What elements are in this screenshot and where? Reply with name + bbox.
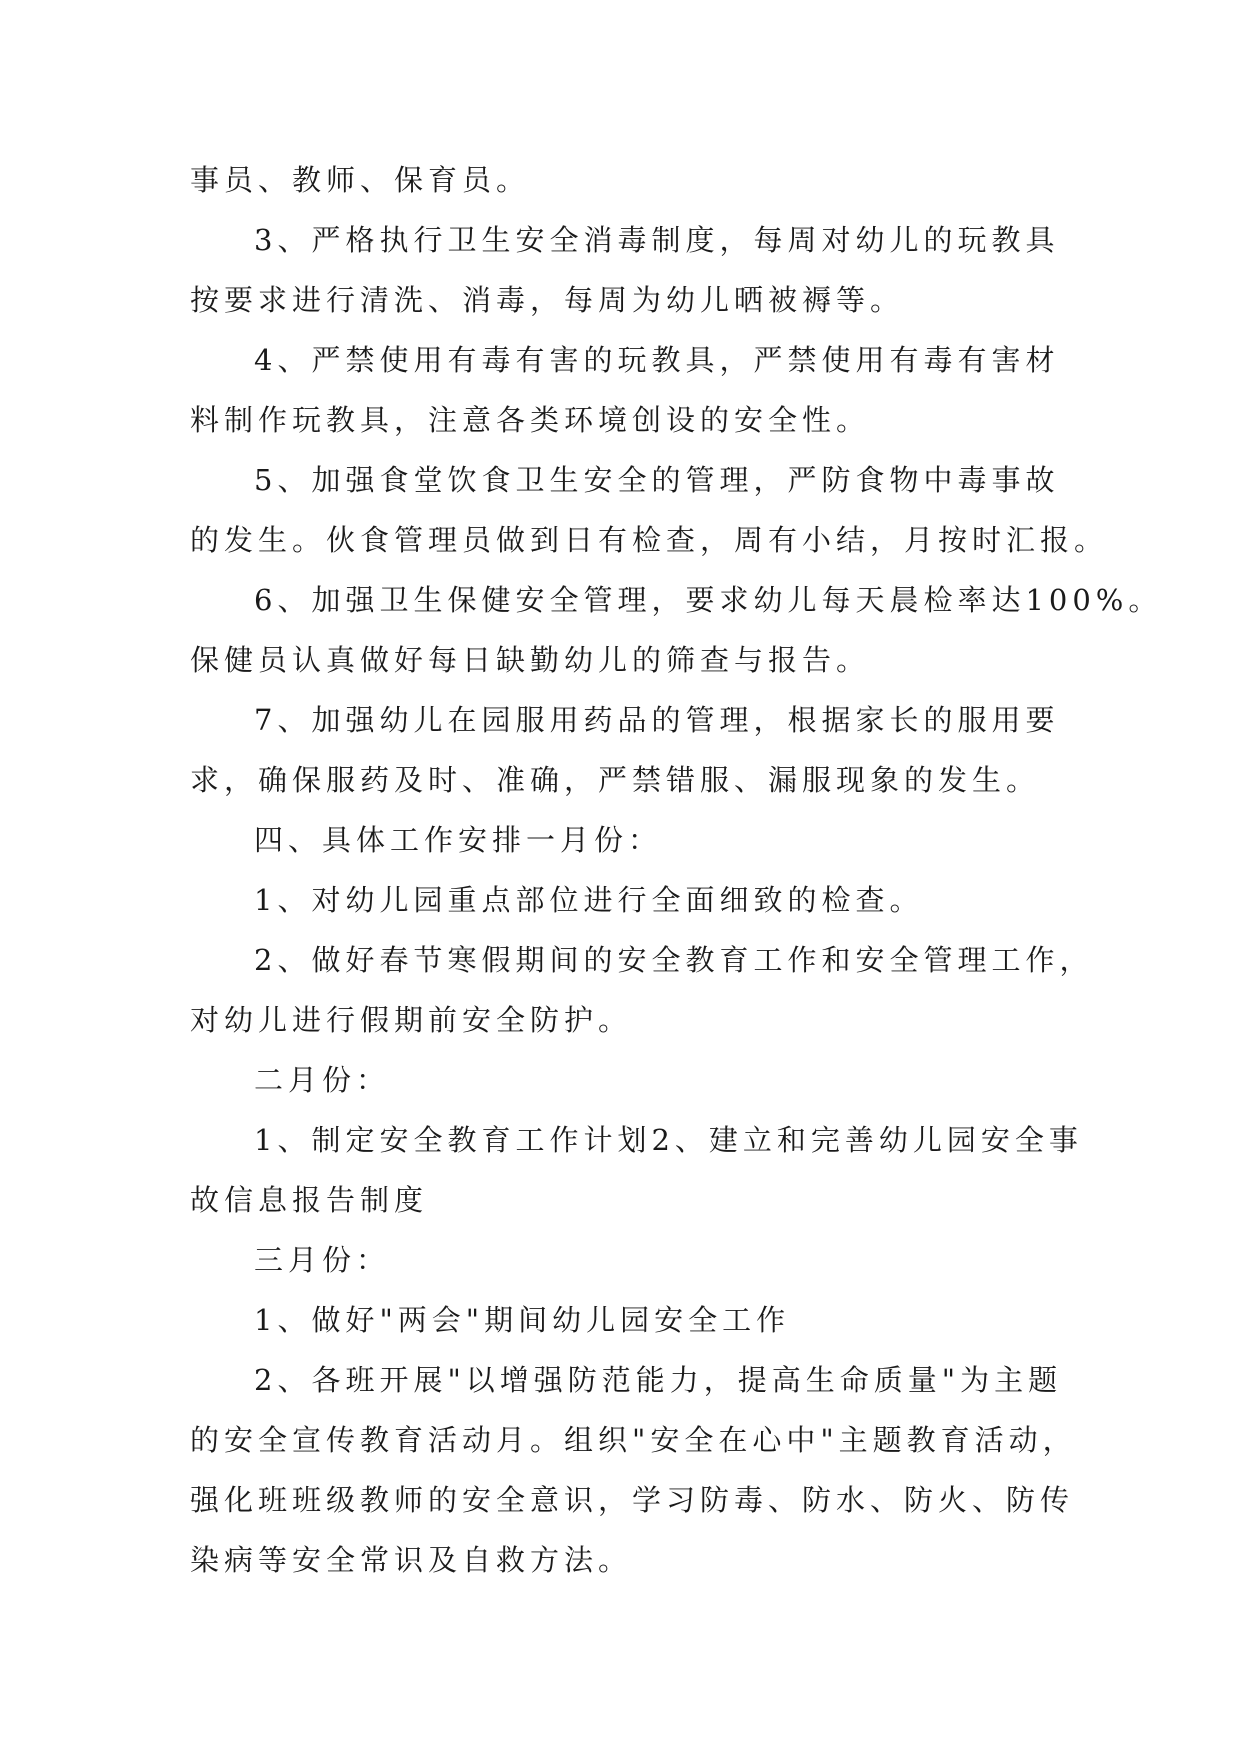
- section-heading: 四、具体工作安排一月份：: [254, 823, 663, 857]
- text-line: 2、各班开展"以增强防范能力，提高生命质量"为主题: [254, 1363, 1063, 1397]
- text-line: 的发生。伙食管理员做到日有检查，周有小结，月按时汇报。: [190, 523, 1109, 557]
- text-line: 7、加强幼儿在园服用药品的管理，根据家长的服用要: [254, 703, 1060, 737]
- text-line: 强化班班级教师的安全意识，学习防毒、防水、防火、防传: [190, 1483, 1075, 1517]
- text-line: 对幼儿进行假期前安全防护。: [190, 1003, 633, 1037]
- text-line: 保健员认真做好每日缺勤幼儿的筛查与报告。: [190, 643, 871, 677]
- text-line: 1、制定安全教育工作计划2、建立和完善幼儿园安全事: [254, 1123, 1083, 1157]
- text-line: 求，确保服药及时、准确，严禁错服、漏服现象的发生。: [190, 763, 1041, 797]
- document-body: [190, 150, 1163, 1590]
- text-line: 2、做好春节寒假期间的安全教育工作和安全管理工作，: [254, 943, 1094, 977]
- text-line: 6、加强卫生保健安全管理，要求幼儿每天晨检率达100%。: [254, 583, 1163, 617]
- text-line: 1、做好"两会"期间幼儿园安全工作: [254, 1303, 791, 1337]
- text-line: 3、严格执行卫生安全消毒制度，每周对幼儿的玩教具: [254, 223, 1060, 257]
- month-heading: 三月份：: [254, 1243, 391, 1277]
- text-line: 的安全宣传教育活动月。组织"安全在心中"主题教育活动，: [190, 1423, 1077, 1457]
- text-line: 染病等安全常识及自救方法。: [190, 1543, 633, 1577]
- text-line: 故信息报告制度: [190, 1183, 429, 1217]
- text-line: 1、对幼儿园重点部位进行全面细致的检查。: [254, 883, 924, 917]
- text-line: 4、严禁使用有毒有害的玩教具，严禁使用有毒有害材: [254, 343, 1060, 377]
- month-heading: 二月份：: [254, 1063, 391, 1097]
- text-line: 料制作玩教具，注意各类环境创设的安全性。: [190, 403, 871, 437]
- text-line: 按要求进行清洗、消毒，每周为幼儿晒被褥等。: [190, 283, 905, 317]
- text-line: 5、加强食堂饮食卫生安全的管理，严防食物中毒事故: [254, 463, 1060, 497]
- text-line: 事员、教师、保育员。: [190, 163, 531, 197]
